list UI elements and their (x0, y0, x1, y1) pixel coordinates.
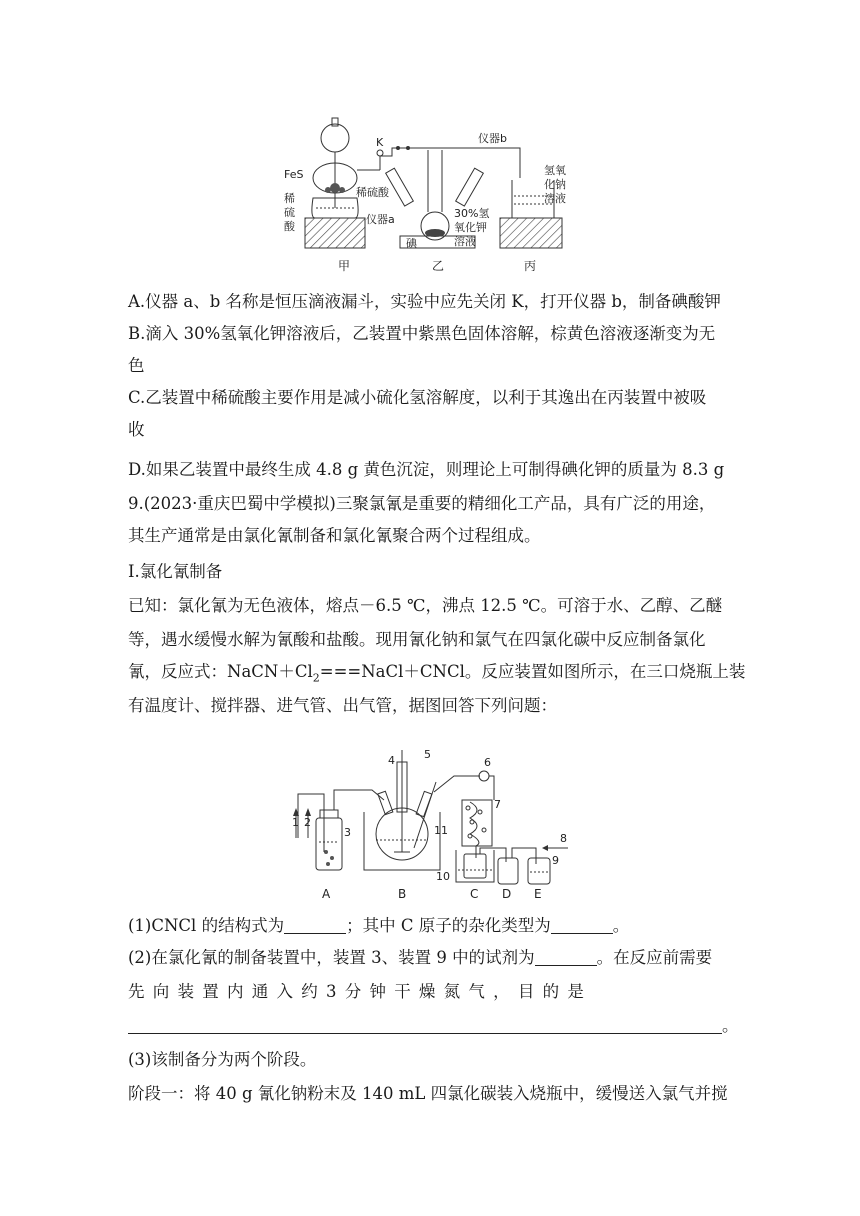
caption-bing: 丙 (524, 259, 537, 273)
q1-blank-2[interactable] (551, 917, 613, 934)
label-iodine: 碘 (406, 237, 417, 250)
label-fes: FeS (284, 168, 304, 181)
num-2: 2 (304, 816, 311, 829)
caption-d: D (502, 887, 512, 901)
bottle-c (464, 854, 486, 878)
section-heading: Ⅰ.氯化氰制备 (128, 562, 223, 581)
q2-text-b: 。在反应前需要 (596, 948, 713, 967)
funnel-b (456, 168, 484, 206)
bottle-a (316, 818, 342, 870)
num-8: 8 (560, 832, 567, 845)
reaction-pre: 氰，反应式：NaCN＋Cl (128, 662, 313, 681)
num-6: 6 (484, 756, 491, 769)
question-2-line2 (128, 980, 738, 1004)
option-d: D.如果乙装置中最终生成 4.8 g 黄色沉淀，则理论上可制得碘化钾的质量为 8.3 g (128, 460, 725, 479)
label-dilute-3: 酸 (284, 220, 295, 233)
label-koh-3: 溶液 (454, 235, 476, 248)
label-naoh-2: 化钠 (544, 178, 566, 191)
option-b-line2: 色 (128, 356, 145, 375)
known-line3 (128, 660, 746, 690)
reaction-sub: 2 (312, 671, 320, 685)
q2-text-a: (2)在氯化氰的制备装置中，装置 3、装置 9 中的试剂为 (128, 948, 535, 967)
num-5: 5 (424, 748, 431, 761)
question-3-stage1: 阶段一：将 40 g 氰化钠粉末及 140 mL 四氯化碳装入烧瓶中，缓慢送入氯气并搅 (128, 1084, 728, 1103)
label-instr-a: 仪器a (366, 213, 395, 226)
bottle-e (528, 858, 550, 884)
funnel-a (386, 168, 414, 206)
q2-end: 。 (722, 1016, 739, 1035)
caption-e: E (534, 887, 542, 901)
option-b-line1: B.滴入 30%氢氧化钾溶液后，乙装置中紫黑色固体溶解，棕黄色溶液逐渐变为无 (128, 324, 716, 343)
num-7: 7 (494, 798, 501, 811)
caption-jia: 甲 (338, 259, 351, 273)
label-naoh-3: 溶液 (544, 192, 566, 205)
apparatus-figure-2 (284, 742, 574, 904)
kipp-top-bulb (321, 124, 349, 152)
question-2-line3 (128, 1014, 738, 1038)
num-1: 1 (292, 816, 299, 829)
label-koh-2: 氧化钾 (454, 221, 487, 234)
num-9: 9 (552, 854, 559, 867)
known-line1: 已知：氯化氰为无色液体，熔点－6.5 ℃，沸点 12.5 ℃。可溶于水、乙醇、乙醚 (128, 596, 723, 615)
option-a: A.仪器 a、b 名称是恒压滴液漏斗，实验中应先关闭 K，打开仪器 b，制备碘酸钾 (128, 292, 721, 311)
caption-b: B (398, 887, 407, 901)
stand-jia (305, 218, 365, 248)
label-koh-1: 30%氢 (454, 207, 490, 220)
q1-text-b: ；其中 C 原子的杂化类型为 (346, 916, 551, 935)
label-dilute-inner: 稀硫酸 (356, 186, 389, 199)
q1-blank-1[interactable] (284, 917, 346, 934)
label-naoh-1: 氢氧 (544, 164, 566, 177)
bottle-d (498, 858, 518, 884)
label-instr-b: 仪器b (478, 132, 507, 145)
reaction-post: ===NaCl＋CNCl。反应装置如图所示，在三口烧瓶上装 (319, 662, 746, 681)
q1-text-a: (1)CNCl 的结构式为 (128, 916, 285, 935)
known-line4: 有温度计、搅拌器、进气管、出气管，据图回答下列问题： (128, 696, 557, 715)
num-4: 4 (388, 754, 395, 767)
question-2-line1 (128, 946, 738, 970)
stand-bing (500, 218, 562, 248)
num-3: 3 (344, 826, 351, 839)
q9-line1: 9.(2023·重庆巴蜀中学模拟)三聚氯氰是重要的精细化工产品，具有广泛的用途， (128, 494, 716, 513)
option-c-line1: C.乙装置中稀硫酸主要作用是减小硫化氢溶解度，以利于其逸出在丙装置中被吸 (128, 388, 707, 407)
caption-yi: 乙 (432, 259, 445, 273)
q2-text-line2: 先 向 装 置 内 通 入 约 3 分 钟 干 燥 氮 气 ， 目 的 是 (128, 982, 584, 1001)
label-dilute-1: 稀 (284, 192, 295, 205)
caption-c: C (470, 887, 479, 901)
question-1 (128, 914, 738, 938)
num-10: 10 (436, 870, 450, 883)
q9-line2: 其生产通常是由氯化氰制备和氯化氰聚合两个过程组成。 (128, 526, 541, 545)
q2-blank-2[interactable] (128, 1017, 722, 1034)
num-11: 11 (434, 824, 448, 837)
label-k: K (376, 136, 384, 149)
q1-text-c: 。 (612, 916, 630, 935)
option-c-line2: 收 (128, 420, 145, 439)
question-3: (3)该制备分为两个阶段。 (128, 1050, 317, 1069)
caption-a: A (322, 887, 331, 901)
q2-blank-1[interactable] (535, 949, 597, 966)
label-dilute-2: 硫 (284, 206, 295, 219)
apparatus-figure-1 (280, 108, 580, 278)
known-line2: 等，遇水缓慢水解为氰酸和盐酸。现用氰化钠和氯气在四氯化碳中反应制备氯化 (128, 630, 706, 649)
